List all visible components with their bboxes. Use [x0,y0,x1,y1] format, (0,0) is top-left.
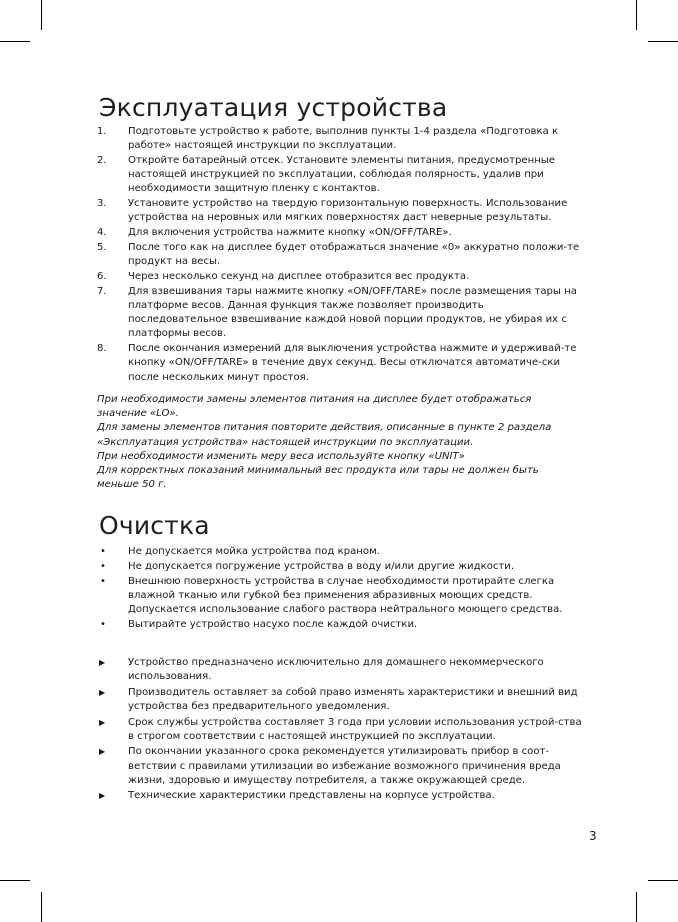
crop-mark [41,892,42,922]
step-number: 7. [97,285,107,297]
crop-mark [648,41,678,42]
step-number: 6. [97,271,107,282]
arrow-icon: ▶ [99,658,106,667]
list-item [97,241,583,269]
arrow-icon: ▶ [99,687,106,697]
note: При необходимости замены элементов питания на дисплее будет отображаться значение «LO». [97,394,532,420]
crop-mark [648,880,678,881]
step-text: Для взвешивания тары нажмите кнопку «ON/OFF/TARE» после размещения тары на платформе весов. Данная функция также позволяет производить последовательное взвешивание каждой новой порции продуктов, не убирая их с платформы весов. [128,285,577,340]
item-text: Срок службы устройства составляет 3 года при условии использования устрой-ства в строгом соответствии с настоящей инструкцией по эксплуатации. [128,716,582,742]
crop-mark [0,41,30,42]
list-item [97,575,583,618]
list-item [97,656,583,684]
crop-mark [0,880,30,881]
list-item [97,560,583,574]
info-list [97,656,583,805]
item-text: Технические характеристики представлены на корпусе устройства. [128,790,495,802]
list-item [97,270,583,284]
note: Для корректных показаний минимальный вес продукта или тары не должен быть меньше 50 г. [97,465,539,491]
step-number: 1. [97,126,107,137]
bullet-icon: • [100,561,106,572]
bullet-icon: • [100,576,106,587]
step-text: После того как на дисплее будет отображаться значение «0» аккуратно положи-те продукт на весы. [128,242,580,268]
step-text: Откройте батарейный отсек. Установите элементы питания, предусмотренные настоящей инструкцией по эксплуатации, соблюдая полярность, удалив при необходимости защитную пленку с контактов. [128,155,555,195]
list-item [97,618,583,632]
crop-mark [636,0,637,30]
page-number: 3 [589,829,597,843]
list-item [97,226,583,240]
crop-mark [636,892,637,922]
list-item [97,342,583,385]
bullet-icon: • [100,546,106,557]
step-text: После окончания измерений для выключения устройства нажмите и удерживай-те кнопку «ON/OFF/TARE» в течение двух секунд. Весы отключатся автоматиче-ски после нескольких минут простоя. [128,343,577,383]
item-text: Внешнюю поверхность устройства в случае необходимости протирайте слегка влажной тканью или губкой без применения абразивных моющих средств. Допускается использование слабого раствора нейтрального моющего средства. [128,576,563,616]
section-title-cleaning: Очистка [99,511,210,540]
bullet-icon: • [100,619,106,631]
item-text: Не допускается мойка устройства под краном. [128,546,380,557]
list-item [97,125,583,153]
step-number: 5. [97,242,107,253]
section-title-operation: Эксплуатация устройства [99,93,448,122]
step-number: 4. [97,227,107,239]
note: Для замены элементов питания повторите действия, описанные в пункте 2 раздела «Эксплуатация устройства» настоящей инструкции по эксплуатации. [97,422,552,448]
step-number: 2. [97,155,107,166]
arrow-icon: ▶ [99,717,106,727]
arrow-icon: ▶ [99,747,106,757]
step-number: 8. [97,343,107,355]
item-text: По окончании указанного срока рекомендуется утилизировать прибор в соот-ветствии с правилами утилизации во избежание возможного причинения вреда жизни, здоровью и имуществу потребителя, а также окружающей среде. [128,746,561,786]
list-item [97,789,583,803]
operation-steps-list [97,125,583,385]
operation-notes [97,393,583,492]
cleaning-list [97,545,583,633]
list-item [97,285,583,342]
step-number: 3. [97,198,107,210]
list-item [97,545,583,559]
step-text: Для включения устройства нажмите кнопку «ON/OFF/TARE». [128,227,452,239]
arrow-icon: ▶ [99,791,106,801]
step-text: Подготовьте устройство к работе, выполнив пункты 1-4 раздела «Подготовка к работе» настоящей инструкции по эксплуатации. [128,126,559,152]
item-text: Вытирайте устройство насухо после каждой очистки. [128,619,418,631]
note: При необходимости изменить меру веса используйте кнопку «UNIT» [97,450,465,462]
step-text: Установите устройство на твердую горизонтальную поверхность. Использование устройства на неровных или мягких поверхностях даст неверные результаты. [128,198,568,224]
list-item [97,745,583,788]
list-item [97,154,583,197]
list-item [97,716,583,744]
crop-mark [41,0,42,30]
list-item [97,197,583,225]
item-text: Не допускается погружение устройства в воду и/или другие жидкости. [128,561,515,572]
step-text: Через несколько секунд на дисплее отобразится вес продукта. [128,271,470,282]
item-text: Производитель оставляет за собой право изменять характеристики и внешний вид устройства без предварительного уведомления. [128,686,578,712]
item-text: Устройство предназначено исключительно для домашнего некоммерческого использования. [128,657,544,683]
list-item [97,686,583,714]
